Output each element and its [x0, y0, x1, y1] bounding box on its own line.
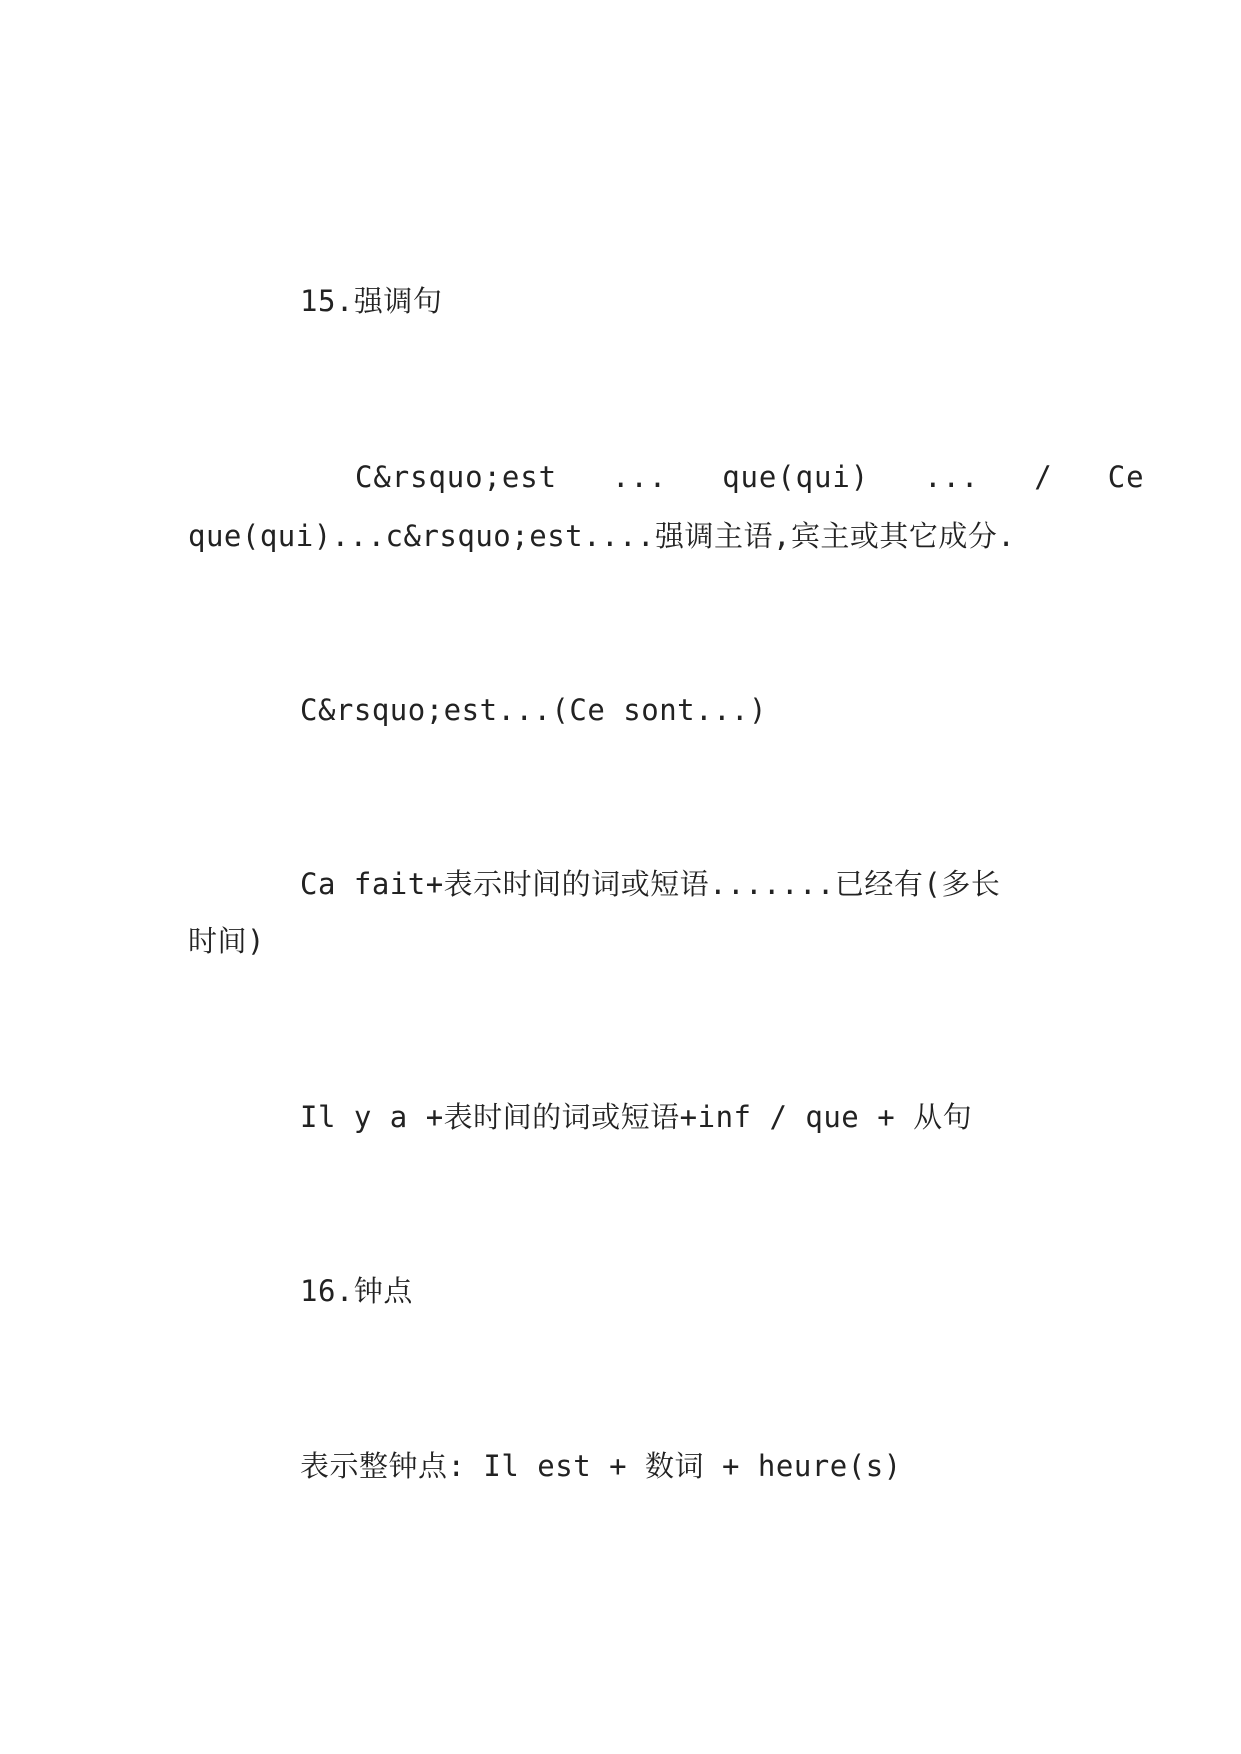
paragraph-il-y-a: Il y a +表时间的词或短语+inf / que + 从句: [300, 1100, 973, 1134]
paragraph-cleft-line-1: C&rsquo;est ... que(qui) ... / Ce: [355, 460, 1145, 494]
paragraph-whole-hour: 表示整钟点: Il est + 数词 + heure(s): [300, 1449, 902, 1483]
section-heading-16: 16.钟点: [300, 1274, 413, 1308]
paragraph-cest-plural: C&rsquo;est...(Ce sont...): [300, 693, 767, 727]
paragraph-ca-fait-line-2: 时间): [188, 924, 265, 958]
paragraph-cleft-line-2: que(qui)...c&rsquo;est....强调主语,宾主或其它成分.: [188, 519, 1016, 553]
paragraph-ca-fait-line-1: Ca fait+表示时间的词或短语.......已经有(多长: [300, 867, 1001, 901]
section-heading-15: 15.强调句: [300, 284, 443, 318]
